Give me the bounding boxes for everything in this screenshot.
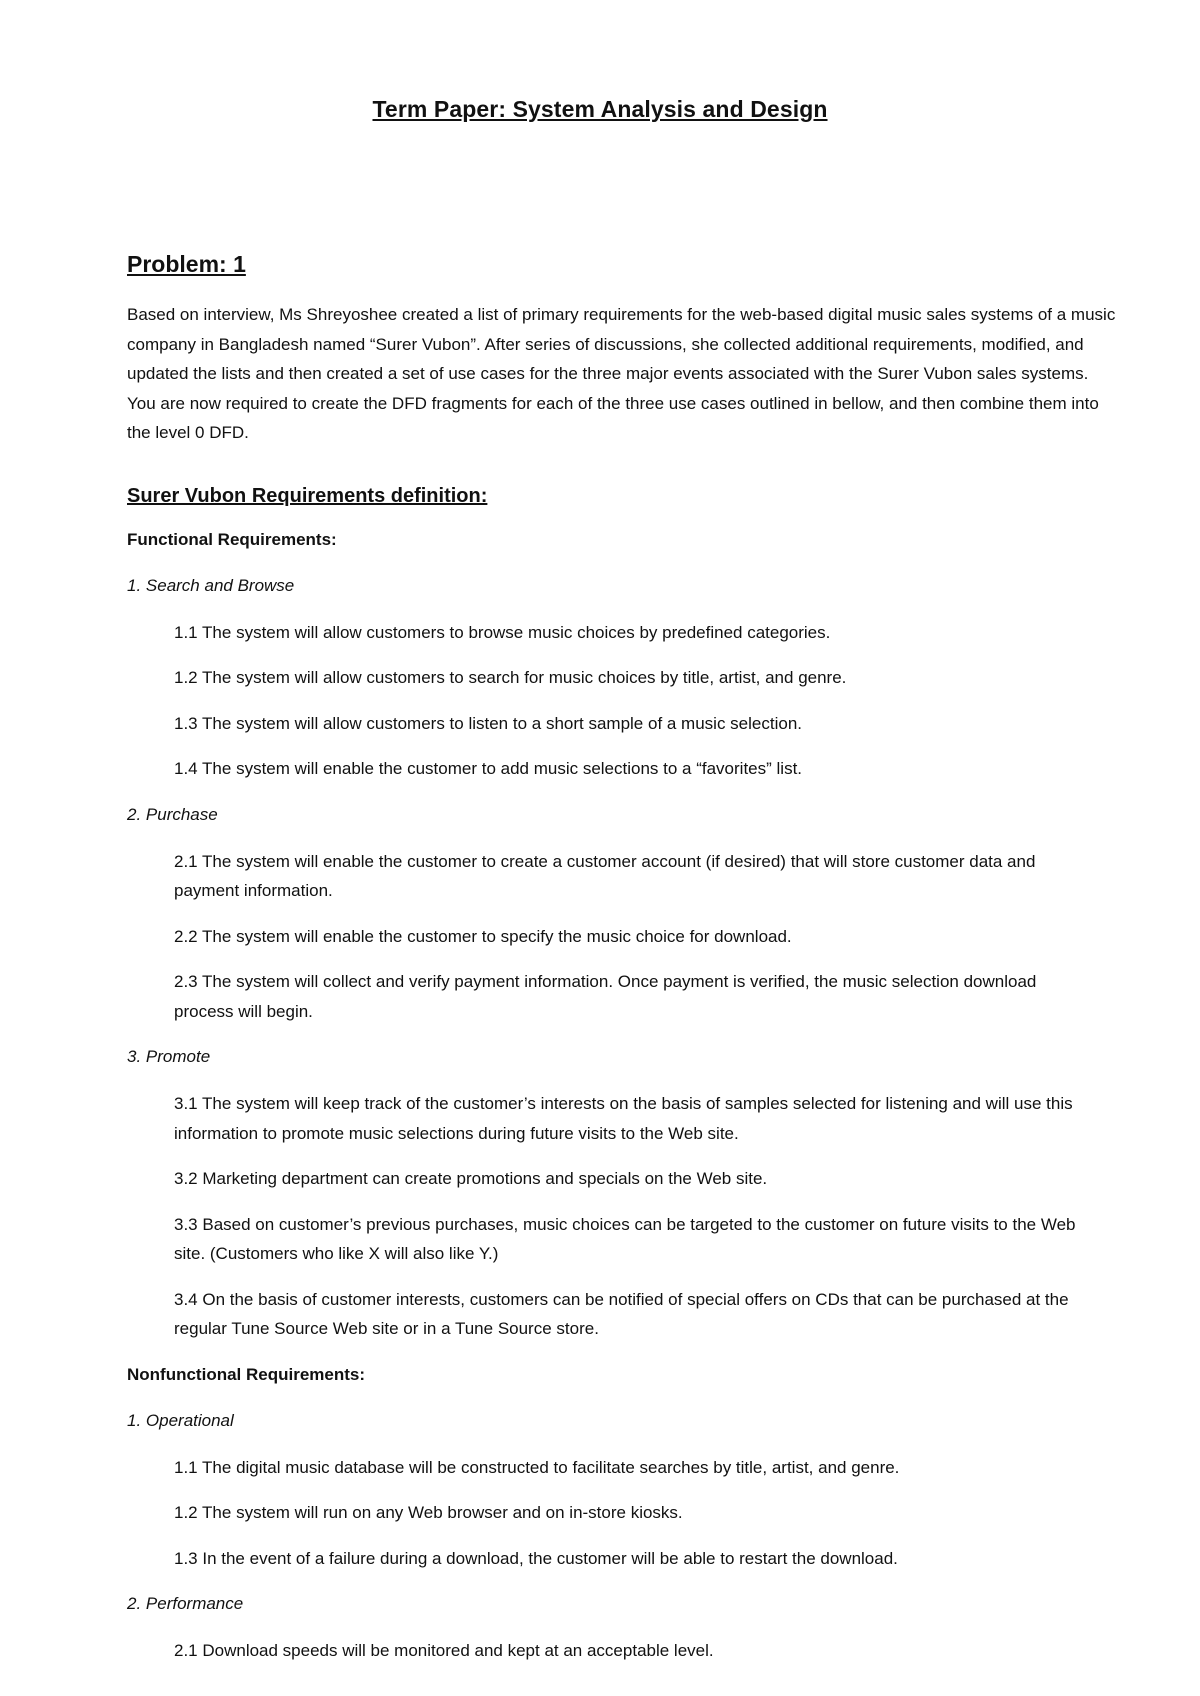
requirement-item: 1.1 The digital music database will be constructed to facilitate searches by title, artist, and genre. [174,1457,900,1477]
requirement-item: 1.4 The system will enable the customer to add music selections to a “favorites” list. [174,759,803,778]
requirement-item: 2.2 The system will enable the customer to specify the music choice for download. [174,926,792,946]
nonfunctional-requirements-section [127,1362,1117,1666]
requirement-item: 1.2 The system will run on any Web browser and on in-store kiosks. [174,1503,683,1522]
problem-heading: Problem: 1 [127,251,246,277]
category-promote: 3. Promote [127,1047,211,1066]
requirement-item: 3.2 Marketing department can create promotions and specials on the Web site. [174,1169,768,1188]
category-performance: 2. Performance [127,1594,244,1613]
requirement-item: 1.3 In the event of a failure during a download, the customer will be able to restart the download. [174,1548,898,1568]
category-operational: 1. Operational [127,1410,234,1430]
requirement-item: 2.1 Download speeds will be monitored and kept at an acceptable level. [174,1641,714,1660]
requirement-item: 3.3 Based on customer’s previous purchases, music choices can be targeted to the customer on future visits to the Web site. (Customers who like X will also like Y.) [174,1214,1076,1263]
category-purchase: 2. Purchase [127,804,218,824]
functional-heading: Functional Requirements: [127,529,337,549]
document-title: Term Paper: System Analysis and Design [372,96,828,122]
requirement-item: 2.3 The system will collect and verify payment information. Once payment is verified, the music selection download process will begin. [174,972,1037,1021]
requirement-item: 1.1 The system will allow customers to browse music choices by predefined categories. [174,622,831,642]
requirements-heading: Surer Vubon Requirements definition: [127,484,488,507]
requirement-item: 2.1 The system will enable the customer to create a customer account (if desired) that will store customer data and payment information. [174,851,1036,900]
document-body [127,250,1117,1682]
nonfunctional-heading: Nonfunctional Requirements: [127,1364,366,1384]
requirement-item: 1.2 The system will allow customers to search for music choices by title, artist, and genre. [174,668,847,687]
requirement-item: 3.1 The system will keep track of the customer’s interests on the basis of samples selected for listening and will use this information to promote music selections during future visits to the Web site. [174,1094,1073,1143]
category-search-browse: 1. Search and Browse [127,575,295,595]
functional-requirements-section [127,527,1117,1344]
requirement-item: 3.4 On the basis of customer interests, customers can be notified of special offers on CDs that can be purchased at the regular Tune Source Web site or in a Tune Source store. [174,1289,1069,1338]
intro-paragraph: Based on interview, Ms Shreyoshee created a list of primary requirements for the web-based digital music sales systems of a music company in Bangladesh named “Surer Vubon”. After series of discussions, she collected additional requirements, modified, and updated the lists and then created a set of use cases for the three major events associated with the Surer Vubon sales systems. You are now required to create the DFD fragments for each of the three use cases outlined in bellow, and then combine them into the level 0 DFD. [127,305,1116,442]
requirement-item: 1.3 The system will allow customers to listen to a short sample of a music selection. [174,713,802,733]
